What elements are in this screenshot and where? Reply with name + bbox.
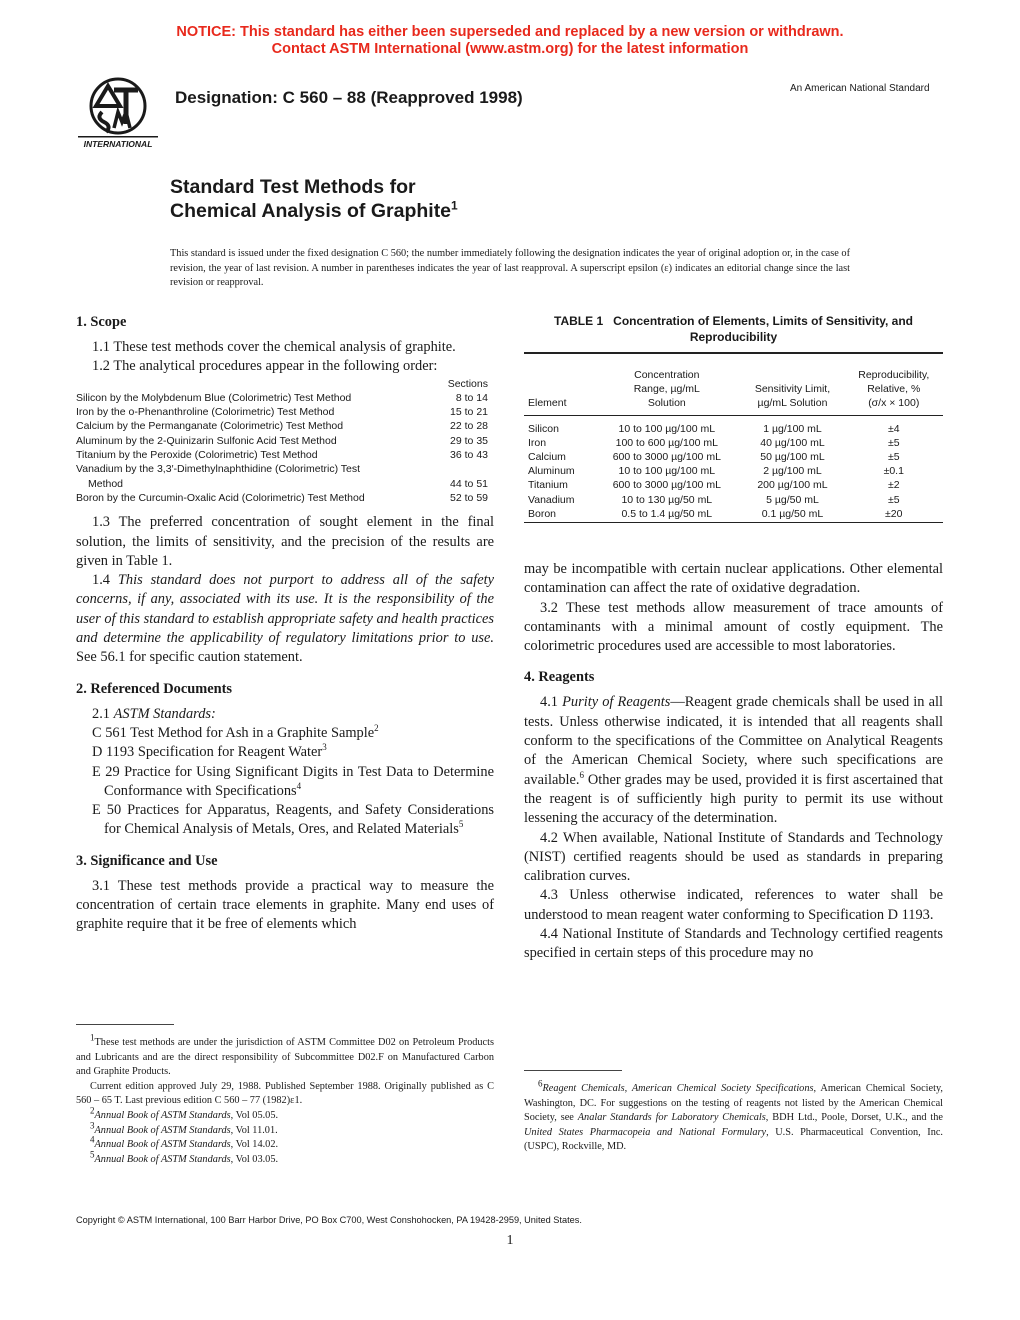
header-reproducibility: Reproducibility, Relative, % (σ/x × 100) xyxy=(845,353,943,415)
sections-column-header: Sections xyxy=(447,377,488,390)
svg-text:INTERNATIONAL: INTERNATIONAL xyxy=(83,139,153,149)
notice-line-1: NOTICE: This standard has either been superseded and replaced by a new version or withdrawn. xyxy=(176,24,844,40)
para-4-3: 4.3 Unless otherwise indicated, references to water shall be understood to mean reagent water conforming to Specification D 1193. xyxy=(524,887,943,923)
section-heading-scope: 1. Scope xyxy=(76,314,127,330)
header-element: Element xyxy=(524,353,593,415)
concentration-table xyxy=(524,352,943,523)
header-sensitivity: Sensitivity Limit, µg/mL Solution xyxy=(740,353,844,415)
footnotes-right xyxy=(524,1078,944,1155)
procedure-row: Calcium by the Permanganate (Colorimetric) Test Method 22 to 28 xyxy=(76,420,488,433)
footnote-2: $^2$Annual Book of ASTM Standards, Vol 05.05. xyxy=(90,1105,279,1121)
title-footnote-ref: 1 xyxy=(451,198,458,213)
right-column xyxy=(524,560,943,964)
table-row: Boron 0.5 to 1.4 µg/50 mL 0.1 µg/50 mL ±20 xyxy=(524,507,943,523)
section-heading-reagents: 4. Reagents xyxy=(524,669,595,686)
footnote-3: $^3$Annual Book of ASTM Standards, Vol 11.01. xyxy=(90,1120,278,1136)
section-heading-significance: 3. Significance and Use xyxy=(76,852,218,869)
footnote-4: $^4$Annual Book of ASTM Standards, Vol 14.02. xyxy=(90,1134,279,1151)
procedure-row: Method 44 to 51 xyxy=(88,477,488,490)
para-4-4: 4.4 National Institute of Standards and Technology certified reagents specified in certain steps of this procedure may no xyxy=(524,926,943,962)
table-row: Aluminum 10 to 100 µg/100 mL 2 µg/100 mL ±0.1 xyxy=(528,465,904,478)
para-3-1-continued: may be incompatible with certain nuclear applications. Other elemental contamination can affect the rate of oxidative degradation. xyxy=(524,561,943,597)
procedure-row: Silicon by the Molybdenum Blue (Colorimetric) Test Method 8 to 14 xyxy=(76,391,488,404)
footnote-rule-right xyxy=(524,1070,622,1071)
astm-logo xyxy=(76,76,160,150)
para-1-3: 1.3 The preferred concentration of sought element in the final solution, the limits of sensitivity, and the precision of the results are given in Table 1. xyxy=(76,514,494,569)
footnotes-left xyxy=(76,1032,494,1167)
table-1 xyxy=(524,313,943,523)
document-title xyxy=(170,175,458,223)
procedure-row: Boron by the Curcumin-Oxalic Acid (Colorimetric) Test Method 52 to 59 xyxy=(76,491,488,504)
designation: Designation: C 560 – 88 (Reapproved 1998) xyxy=(175,88,523,107)
table-row: Vanadium 10 to 130 µg/50 mL 5 µg/50 mL ±5 xyxy=(528,493,900,506)
table-row: Iron 100 to 600 µg/100 mL 40 µg/100 mL ±5 xyxy=(528,436,900,449)
footnote-1: $^1$These test methods are under the jurisdiction of ASTM Committee D02 on Petroleum Products and Lubricants and are the direct responsibility of Subcommittee D02.F on Manufactured Carbon and Graphite Products. xyxy=(76,1032,494,1078)
para-3-1: 3.1 These test methods provide a practical way to measure the concentration of certain trace elements in graphite. Many end uses of graphite require that it be free of elements which xyxy=(76,877,494,933)
para-4-2: 4.2 When available, National Institute of Standards and Technology (NIST) certified reagents should be used as standards in preparing calibration curves. xyxy=(524,829,943,885)
footnote-5: $^5$Annual Book of ASTM Standards, Vol 03.05. xyxy=(90,1149,279,1165)
footnote-rule-left xyxy=(76,1024,174,1025)
table-row: Silicon 10 to 100 µg/100 mL 1 µg/100 mL ±4 xyxy=(528,422,900,435)
referenced-document: E 29 Practice for Using Significant Digits in Test Data to Determine Conformance with Specifications$^4$ xyxy=(92,763,494,799)
copyright-line: Copyright © ASTM International, 100 Barr Harbor Drive, PO Box C700, West Conshohocken, PA 19428-2959, United States. xyxy=(76,1215,582,1225)
table-row: Calcium 600 to 3000 µg/100 mL 50 µg/100 mL ±5 xyxy=(528,451,900,464)
superseded-notice xyxy=(0,24,1020,58)
title-line-2 xyxy=(170,199,458,223)
header-concentration: Concentration Range, µg/mL Solution xyxy=(593,353,740,415)
para-3-2: 3.2 These test methods allow measurement of trace amounts of contaminants with a minimal amount of costly equipment. The colorimetric procedures used are accessible to most laboratories. xyxy=(524,599,943,655)
title-line-2-text: Chemical Analysis of Graphite xyxy=(170,200,452,222)
para-4-1: 4.1 Purity of Reagents—Reagent grade chemicals shall be used in all tests. Unless otherwise indicated, it is intended that all reagents shall conform to the specifications of the Committee on Analytical Reagents of the American Chemical Society, where such specifications are available.$^6$ Other grades may be used, provided it is first ascertained that the reagent is of sufficiently high purity to permit its use without lessening the accuracy of the determination. xyxy=(524,694,943,827)
edition-note: Current edition approved July 29, 1988. Published September 1988. Originally published as C 560 – 65 T. Last previous edition C 560 – 77 (1982)ε1. xyxy=(76,1080,494,1107)
referenced-document: C 561 Test Method for Ash in a Graphite Sample$^2$ xyxy=(92,723,379,741)
section-heading-referenced-documents: 2. Referenced Documents xyxy=(76,680,232,697)
referenced-document: E 50 Practices for Apparatus, Reagents, and Safety Considerations for Chemical Analysis of Metals, Ores, and Related Materials$^5$ xyxy=(92,802,494,838)
table-row: Titanium 600 to 3000 µg/100 mL 200 µg/100 mL ±2 xyxy=(528,479,900,492)
page-number: 1 xyxy=(506,1233,514,1248)
para-1-1: 1.1 These test methods cover the chemical analysis of graphite. xyxy=(92,339,456,355)
procedures-list xyxy=(76,377,494,506)
title-line-1: Standard Test Methods for xyxy=(170,176,416,198)
procedure-row: Titanium by the Peroxide (Colorimetric) Test Method 36 to 43 xyxy=(76,449,488,462)
referenced-document: D 1193 Specification for Reagent Water$^3$ xyxy=(92,742,327,761)
para-1-2: 1.2 The analytical procedures appear in the following order: xyxy=(92,358,438,375)
issuance-note: This standard is issued under the fixed designation C 560; the number immediately following the designation indicates the year of original adoption or, in the case of revision, the year of last revision. A number in parentheses indicates the year of last reapproval. A superscript epsilon (ε) indicates an editorial change since the last revision or reapproval. xyxy=(170,248,850,289)
procedure-row: Vanadium by the 3,3′-Dimethylnaphthidine (Colorimetric) Test xyxy=(76,463,361,476)
para-2-1: 2.1 ASTM Standards: xyxy=(92,705,216,722)
procedure-row: Iron by the o-Phenanthroline (Colorimetric) Test Method 15 to 21 xyxy=(76,406,488,419)
procedure-row: Aluminum by the 2-Quinizarin Sulfonic Acid Test Method 29 to 35 xyxy=(76,434,488,447)
footnote-6: $^6$Reagent Chemicals, American Chemical Society Specifications, American Chemical Society, Washington, DC. For suggestions on the testing of reagents not listed by the American Chemical Society, see Analar Standards for Laboratory Chemicals, BDH Ltd., Poole, Dorset, U.K., and the United States Pharmacopeia and National Formulary, U.S. Pharmaceutical Convention, Inc. (USPC), Rockville, MD. xyxy=(524,1078,944,1153)
table-caption: TABLE 1 Concentration of Elements, Limits of Sensitivity, and Reproducibility xyxy=(554,314,913,344)
para-1-4: 1.4 This standard does not purport to address all of the safety concerns, if any, associated with its use. It is the responsibility of the user of this standard to establish appropriate safety and health practices and determine the applicability of regulatory limitations prior to use. See 56.1 for specific caution statement. xyxy=(76,572,494,666)
notice-line-2: Contact ASTM International (www.astm.org) for the latest information xyxy=(271,41,749,57)
left-column xyxy=(76,313,494,935)
national-standard-label: An American National Standard xyxy=(790,83,930,94)
